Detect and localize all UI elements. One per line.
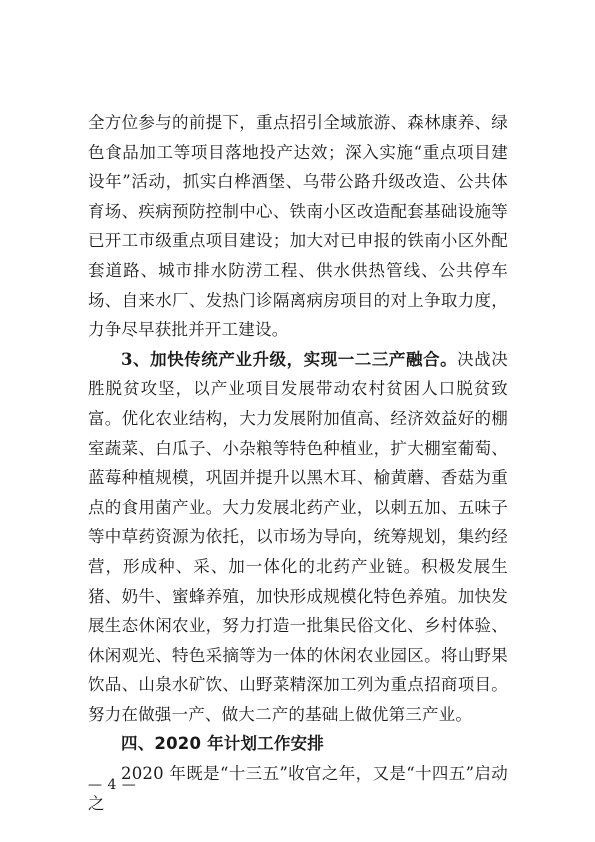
paragraph-industry-upgrade (88, 345, 508, 730)
paragraph-body: 决战决胜脱贫攻坚，以产业项目发展带动农村贫困人口脱贫致富。优化农业结构，大力发展附加值高、经济效益好的棚室蔬菜、白瓜子、小杂粮等特色种植业，扩大棚室葡萄、蓝莓种植规模，巩固并提升以黑木耳、榆黄蘑、香菇为重点的食用菌产业。大力发展北药产业，以刺五加、五味子等中草药资源为依托，以市场为导向，统筹规划，集约经营，形成种、采、加一体化的北药产业链。积极发展生猪、奶牛、蜜蜂养殖，加快形成规模化特色养殖。加快发展生态休闲农业，努力打造一批集民俗文化、乡村体验、休闲观光、特色采摘等为一体的休闲农业园区。将山野果饮品、山泉水矿饮、山野菜精深加工列为重点招商项目。努力在做强一产、做大二产的基础上做优第三产业。 (88, 349, 508, 724)
paragraph-2020-plan: 2020 年既是“十三五”收官之年，又是“十四五”启动之 (88, 764, 508, 813)
body-text (88, 108, 508, 818)
paragraph-lead: 3、加快传统产业升级，实现一二三产融合。 (121, 349, 458, 369)
paragraph-continuation: 全方位参与的前提下，重点招引全域旅游、森林康养、绿色食品加工等项目落地投产达效；深入实施“重点项目建设年”活动，抓实白桦酒堡、乌带公路升级改造、公共体育场、疾病预防控制中心、铁南小区改造配套基础设施等已开工市级重点项目建设；加大对已申报的铁南小区外配套道路、城市排水防涝工程、供水供热管线、公共停车场、自来水厂、发热门诊隔离病房项目的对上争取力度，力争尽早获批并开工建设。 (88, 113, 508, 340)
page-number: — 4 — (88, 777, 137, 793)
section-heading: 四、2020 年计划工作安排 (121, 734, 324, 754)
